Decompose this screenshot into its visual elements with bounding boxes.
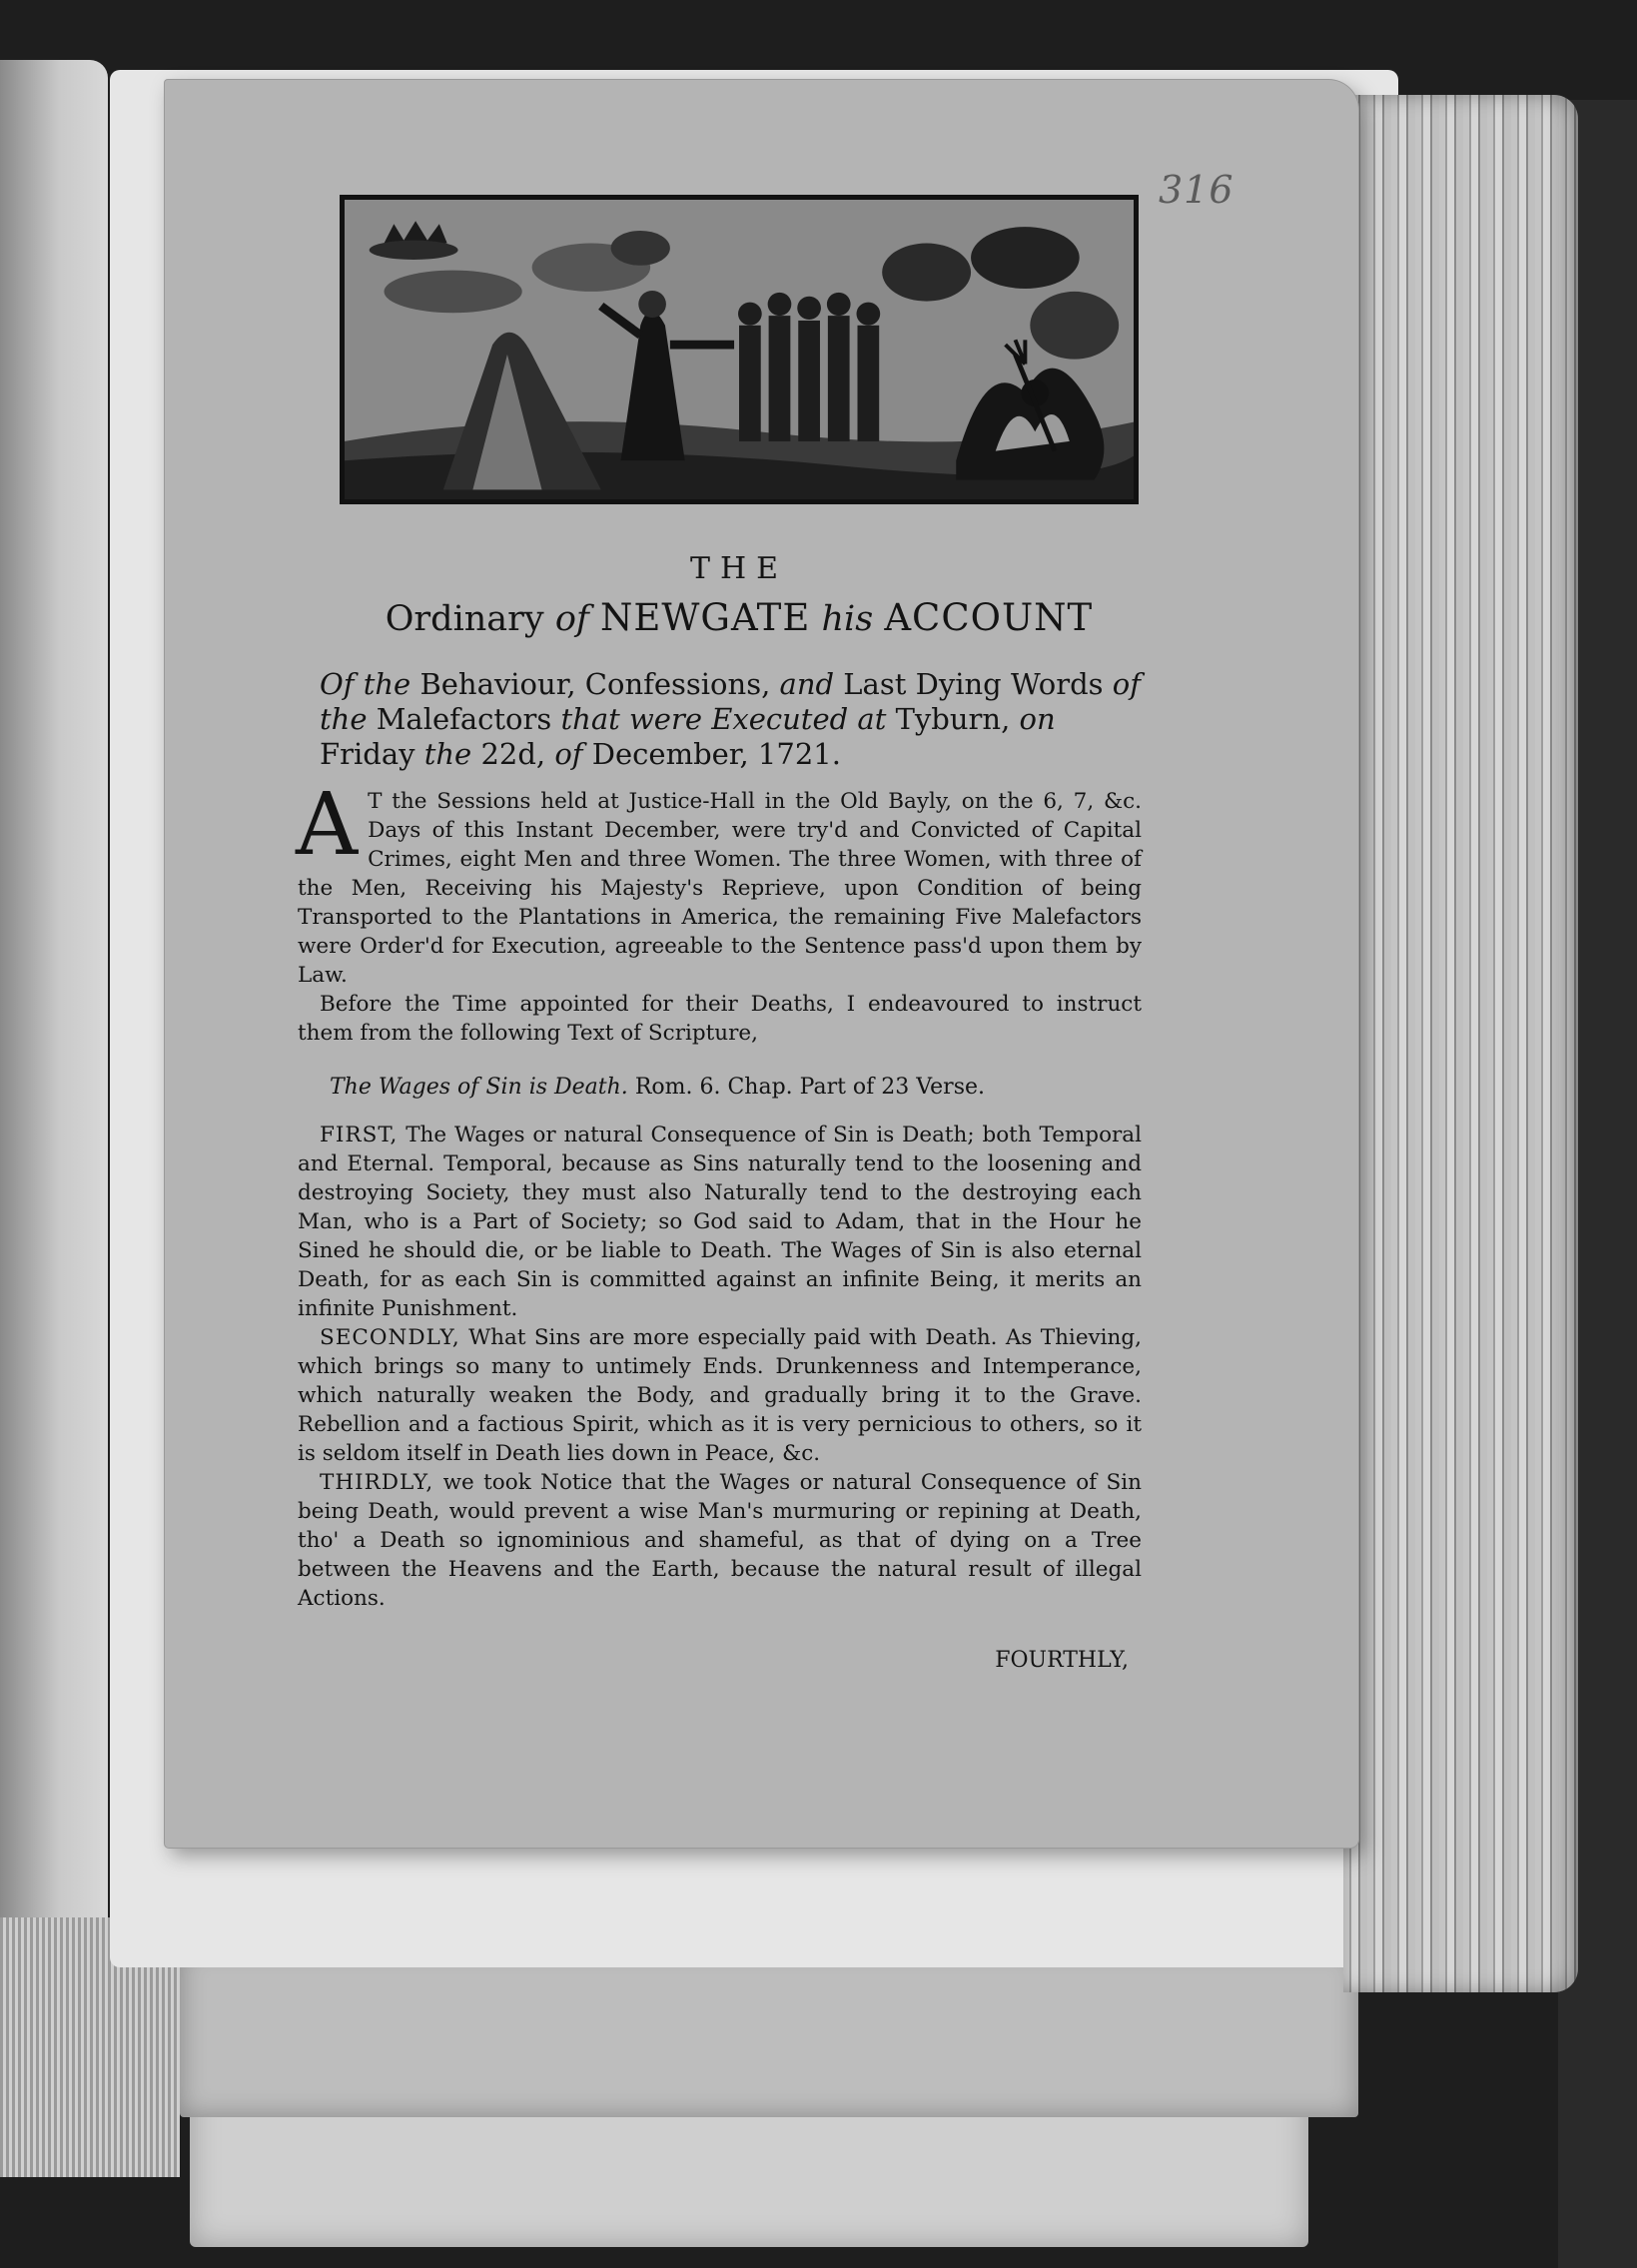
document-title — [340, 596, 1139, 639]
scripture-text: The Wages of Sin is Death. — [330, 1075, 628, 1100]
subtitle-of: of — [554, 737, 583, 771]
drop-cap: A — [296, 775, 359, 875]
paragraph-sessions-text: T the Sessions held at Justice-Hall in the Old Bayly, on the 6, 7, &c. Days of this Instant December, were try'd and Convicted of Capital Crimes, eight Men and three Women. The three Women, with three of the Men, Receiving his Majesty's Reprieve, upon Condition of being Transported to the Plantations in America, the remaining Five Malefactors were Order'd for Execution, agreeable to the Sentence pass'd upon them by Law. — [298, 789, 1142, 988]
sermon-sections — [298, 1121, 1142, 1613]
section-secondly-text: What Sins are more especially paid with Death. As Thieving, which brings so many to untimely Ends. Drunkenness and Intemperance, which naturally weaken the Body, and gradually bring it to the Grave. Rebellion and a factious Spirit, which as it is very pernicious to others, so it is seldom itself in Death lies down in Peace, &c. — [298, 1325, 1143, 1466]
paragraph-before-time: Before the Time appointed for their Deaths, I endeavoured to instruct them from the following Text of Scripture, — [298, 992, 1142, 1046]
subtitle-date: December, 1721. — [591, 737, 841, 771]
woodcut-illustration — [340, 195, 1139, 504]
title-his: his — [821, 599, 874, 639]
heading-the: THE — [689, 551, 789, 586]
subtitle-on: on — [1019, 702, 1056, 736]
subtitle-last-dying-words: Last Dying Words — [843, 667, 1104, 701]
subtitle-22d: 22d, — [480, 737, 546, 771]
title-of: of — [554, 599, 589, 639]
subtitle-executed: that were Executed at — [560, 702, 887, 736]
title-ordinary: Ordinary — [385, 599, 544, 639]
opening-section — [296, 775, 1142, 1048]
section-thirdly-text: we took Notice that the Wages or natural Consequence of Sin being Death, would prevent a wise Man's murmuring or repining at Death, tho' a Death so ignominious and shameful, as that of dying on a Tree between the Heavens and the Earth, because the natural result of illegal Actions. — [298, 1470, 1142, 1611]
subtitle-tyburn: Tyburn, — [895, 702, 1011, 736]
subtitle-malefactors: Malefactors — [376, 702, 552, 736]
section-first-label: FIRST, — [320, 1123, 399, 1147]
section-secondly — [298, 1323, 1142, 1468]
scripture-reference: Rom. 6. Chap. Part of 23 Verse. — [634, 1075, 985, 1100]
catchword: FOURTHLY, — [995, 1648, 1129, 1673]
scripture-quote — [330, 1075, 1139, 1100]
title-account: ACCOUNT — [884, 596, 1094, 639]
bound-pages-middle — [180, 1947, 1358, 2117]
section-thirdly — [298, 1468, 1142, 1613]
section-first-text: The Wages or natural Consequence of Sin is Death; both Temporal and Eternal. Temporal, because as Sins naturally tend to the loosening and destroying Society, they must also Naturally tend to the destroying each Man, who is a Part of Society; so God said to Adam, that in the Hour he Sined he should die, or be liable to Death. The Wages of Sin is also eternal Death, for as each Sin is committed against an infinite Being, it merits an infinite Punishment. — [298, 1123, 1142, 1321]
title-newgate: NEWGATE — [599, 596, 811, 639]
section-first — [298, 1121, 1142, 1323]
subtitle-of-the-2: of the — [320, 667, 1141, 736]
subtitle-friday: Friday — [320, 737, 415, 771]
subtitle-behaviour: Behaviour, Confessions, — [419, 667, 771, 701]
paragraph-sessions — [296, 775, 1142, 990]
left-facing-page — [0, 60, 108, 2127]
document-subtitle — [320, 667, 1149, 772]
page-edges-stack — [1343, 95, 1578, 1992]
folio-mark: 316 — [1159, 168, 1234, 212]
subtitle-of-the: Of the — [320, 667, 411, 701]
section-secondly-label: SECONDLY, — [320, 1325, 460, 1350]
subtitle-the: the — [423, 737, 472, 771]
section-thirdly-label: THIRDLY, — [320, 1470, 434, 1495]
subtitle-and: and — [779, 667, 835, 701]
